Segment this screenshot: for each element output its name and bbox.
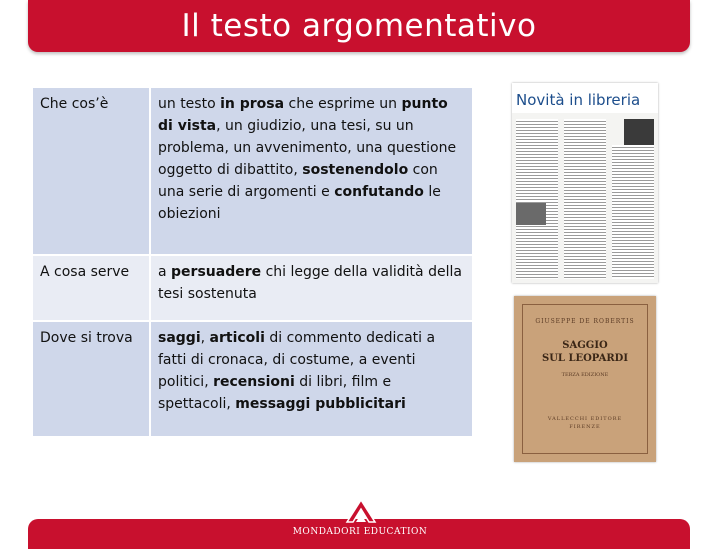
book-city: FIRENZE: [569, 424, 601, 430]
magazine-page-image: [512, 83, 658, 283]
magazine-title: Novità in libreria: [516, 91, 641, 109]
book-publisher: VALLECCHI EDITORE: [547, 416, 623, 422]
mondadori-logo-icon: [344, 498, 378, 524]
slide-title: Il testo argomentativo: [181, 8, 537, 44]
footer-brand: MONDADORI EDUCATION: [292, 527, 428, 537]
row-label: Che cos’è: [32, 87, 150, 255]
bold-text: in prosa: [220, 96, 285, 112]
magazine-photo: [624, 119, 654, 145]
bold-text: saggi: [158, 330, 201, 346]
book-author: GIUSEPPE DE ROBERTIS: [535, 318, 635, 325]
text-run: , un giudizio, una tesi, su un problema, un avvenimento, una questione oggetto di dibattito,: [158, 118, 457, 178]
magazine-header: [512, 83, 658, 113]
bold-text: messaggi pubblicitari: [235, 396, 406, 412]
bold-text: articoli: [209, 330, 265, 346]
text-run: con una serie di argomenti e: [158, 162, 438, 200]
book-title-line2: SUL LEOPARDI: [541, 353, 629, 364]
bold-text: punto di vista: [158, 96, 448, 134]
cover-frame: [522, 304, 648, 454]
title-banner: [28, 0, 690, 52]
bold-text: confutando: [334, 184, 424, 200]
text-column: [612, 145, 654, 279]
row-label: A cosa serve: [32, 255, 150, 321]
text-run: un testo: [158, 96, 221, 112]
book-title-line1: SAGGIO: [562, 340, 608, 351]
book-cover-image: [514, 296, 656, 462]
text-run: chi legge della validità della tesi sostenuta: [158, 264, 462, 302]
row-description: [150, 87, 473, 255]
row-description: [150, 321, 473, 437]
text-run: che esprime un: [284, 96, 402, 112]
bold-text: sostenendolo: [302, 162, 409, 178]
magazine-photo: [516, 203, 546, 225]
text-run: a: [158, 264, 172, 280]
text-run: di libri, film e spettacoli,: [158, 374, 392, 412]
book-edition: TERZA EDIZIONE: [561, 372, 609, 378]
definition-table: [31, 86, 474, 438]
table-row: [32, 255, 473, 321]
row-label: Dove si trova: [32, 321, 150, 437]
text-run: le obiezioni: [158, 184, 441, 222]
text-column: [516, 119, 558, 279]
text-run: ,: [200, 330, 210, 346]
table-row: [32, 321, 473, 437]
text-column: [564, 119, 606, 279]
bold-text: recensioni: [213, 374, 295, 390]
text-run: di commento dedicati a fatti di cronaca, di costume, a eventi politici,: [158, 330, 436, 390]
table-row: [32, 87, 473, 255]
bold-text: persuadere: [171, 264, 262, 280]
row-description: [150, 255, 473, 321]
